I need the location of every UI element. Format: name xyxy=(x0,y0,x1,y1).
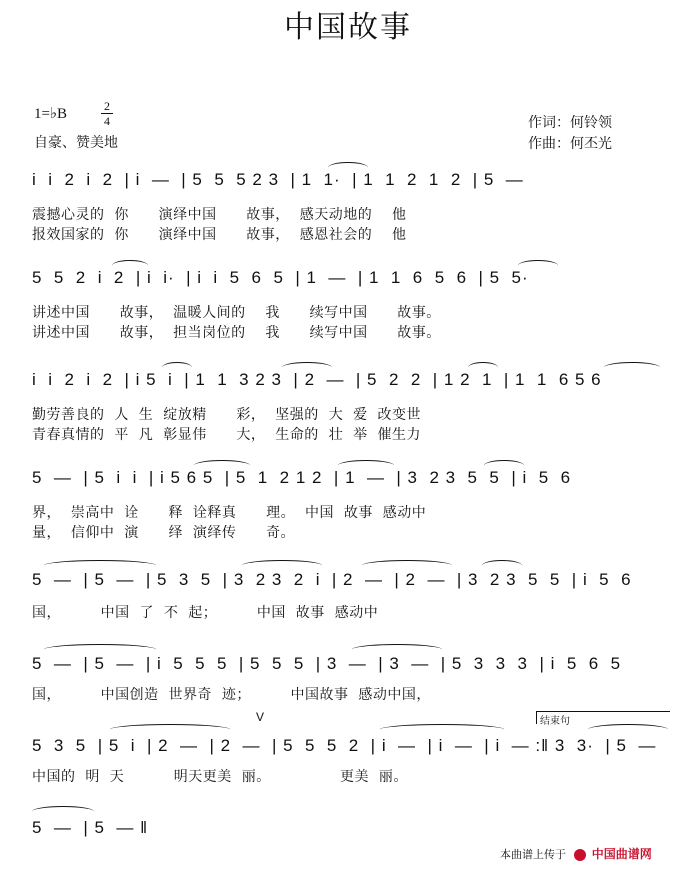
lyric-verse-2: 讲述中国 故事， 担当岗位的 我 续写中国 故事。 xyxy=(32,325,441,341)
slur xyxy=(338,460,394,471)
lyric-verse-1: 讲述中国 故事， 温暖人间的 我 续写中国 故事。 xyxy=(32,305,441,321)
slur xyxy=(32,806,94,817)
slur xyxy=(518,260,558,271)
slur xyxy=(604,362,660,373)
time-top: 2 xyxy=(104,99,110,113)
lyric-verse-2: 报效国家的 你 演绎中国 故事， 感恩社会的 他 xyxy=(32,227,407,243)
lyric-verse-1: 国， 中国创造 世界奇 迹； 中国故事 感动中国， xyxy=(32,687,431,703)
slur xyxy=(380,724,504,735)
footer-text: 本曲谱上传于 xyxy=(500,848,566,861)
composer-credit: 作曲：何丕光 xyxy=(528,136,612,152)
ending-bracket xyxy=(536,711,670,727)
breath-mark: V xyxy=(256,710,265,724)
time-bottom: 4 xyxy=(104,114,110,128)
slur xyxy=(194,460,250,471)
slur xyxy=(328,162,368,173)
lyricist-credit: 作词：何铃领 xyxy=(528,115,612,131)
slur xyxy=(44,560,156,571)
footer xyxy=(500,845,652,862)
slur xyxy=(162,362,192,373)
slur xyxy=(242,560,322,571)
slur xyxy=(468,362,498,373)
slur xyxy=(362,560,452,571)
lyric-verse-2: 量， 信仰中 演 绎 演绎传 奇。 xyxy=(32,525,296,541)
site-logo[interactable] xyxy=(574,845,652,862)
slur xyxy=(112,260,148,271)
notes-row: i i 2 i 2 | i 5 i | 1 1 3 2 3 | 2 — | 5 2 2 | 1 2 1 | 1 1 6 5 6 xyxy=(32,370,602,389)
slur xyxy=(110,724,230,735)
ending-label: 结束句 xyxy=(540,716,570,727)
notes-row: i i 2 i 2 | i — | 5 5 5 2 3 | 1 1· | 1 1 2 1 2 | 5 — xyxy=(32,170,524,189)
notes-row: 5 — | 5 — ‖ xyxy=(32,818,149,837)
time-signature xyxy=(101,100,113,127)
notes-row: 5 3 5 | 5 i | 2 — | 2 — | 5 5 5 2 | i — | i — | i — :‖ 3 3· | 5 — xyxy=(32,736,657,755)
lyric-verse-1: 界， 崇高中 诠 释 诠释真 理。 中国 故事 感动中 xyxy=(32,505,427,521)
lyric-verse-1: 中国的 明 天 明天更美 丽。 更美 丽。 xyxy=(32,769,408,785)
logo-icon xyxy=(574,849,586,861)
notes-row: 5 5 2 i 2 | i i· | i i 5 6 5 | 1 — | 1 1 6 5 6 | 5 5· xyxy=(32,268,529,287)
slur xyxy=(282,362,332,373)
site-name: 中国曲谱网 xyxy=(591,847,652,861)
lyric-verse-1: 震撼心灵的 你 演绎中国 故事， 感天动地的 他 xyxy=(32,207,407,223)
slur xyxy=(482,560,522,571)
notes-row: 5 — | 5 — | 5 3 5 | 3 2 3 2 i | 2 — | 2 — | 3 2 3 5 5 | i 5 6 xyxy=(32,570,632,589)
key-signature: 1=♭B xyxy=(34,106,68,122)
tempo-mood: 自豪、赞美地 xyxy=(34,135,118,151)
page-title: 中国故事 xyxy=(284,10,412,45)
lyric-verse-1: 国， 中国 了 不 起； 中国 故事 感动中 xyxy=(32,605,379,621)
slur xyxy=(484,460,524,471)
notes-row: 5 — | 5 — | i 5 5 5 | 5 5 5 | 3 — | 3 — | 5 3 3 3 | i 5 6 5 xyxy=(32,654,622,673)
slur xyxy=(352,644,442,655)
lyric-verse-1: 勤劳善良的 人 生 绽放精 彩， 坚强的 大 爱 改变世 xyxy=(32,407,422,423)
lyric-verse-2: 青春真情的 平 凡 彰显伟 大， 生命的 壮 举 催生力 xyxy=(32,427,422,443)
notes-row: 5 — | 5 i i | i 5 6 5 | 5 1 2 1 2 | 1 — | 3 2 3 5 5 | i 5 6 xyxy=(32,468,572,487)
slur xyxy=(588,724,668,735)
slur xyxy=(44,644,156,655)
